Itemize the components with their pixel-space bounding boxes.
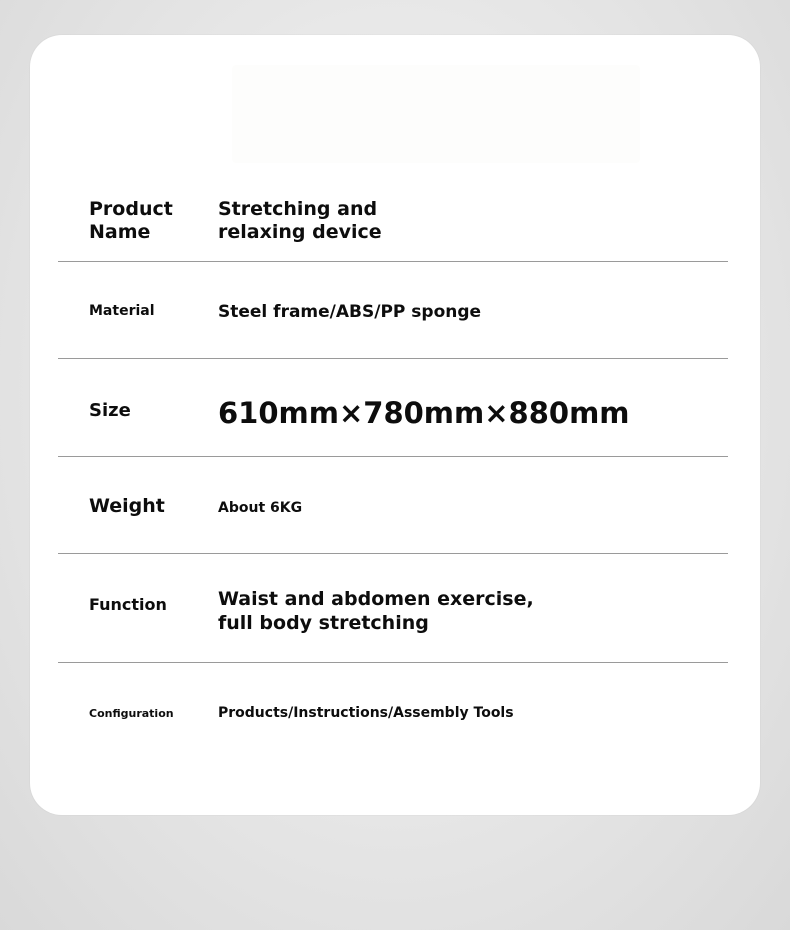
spec-row-configuration [58, 662, 728, 762]
spec-card [30, 35, 760, 815]
spec-row-material [58, 261, 728, 358]
spec-value: Steel frame/ABS/PP sponge [218, 302, 482, 322]
spec-value: Stretching and relaxing device [218, 198, 382, 243]
spec-row-size [58, 358, 728, 456]
spec-row-product-name [58, 173, 728, 261]
spec-value: 610mm×780mm×880mm [218, 396, 630, 430]
spec-row-weight [58, 456, 728, 553]
spec-label: Configuration [89, 707, 174, 720]
spec-label: Function [89, 595, 167, 614]
spec-value: Products/Instructions/Assembly Tools [218, 705, 514, 721]
header-banner [232, 65, 640, 163]
spec-label: Weight [89, 495, 165, 517]
spec-value: Waist and abdomen exercise, full body stretching [218, 588, 534, 634]
spec-row-function [58, 553, 728, 662]
spec-value: About 6KG [218, 500, 303, 516]
spec-table [58, 173, 728, 762]
spec-label: Product Name [89, 198, 173, 243]
spec-label: Material [89, 303, 155, 319]
spec-label: Size [89, 400, 131, 421]
